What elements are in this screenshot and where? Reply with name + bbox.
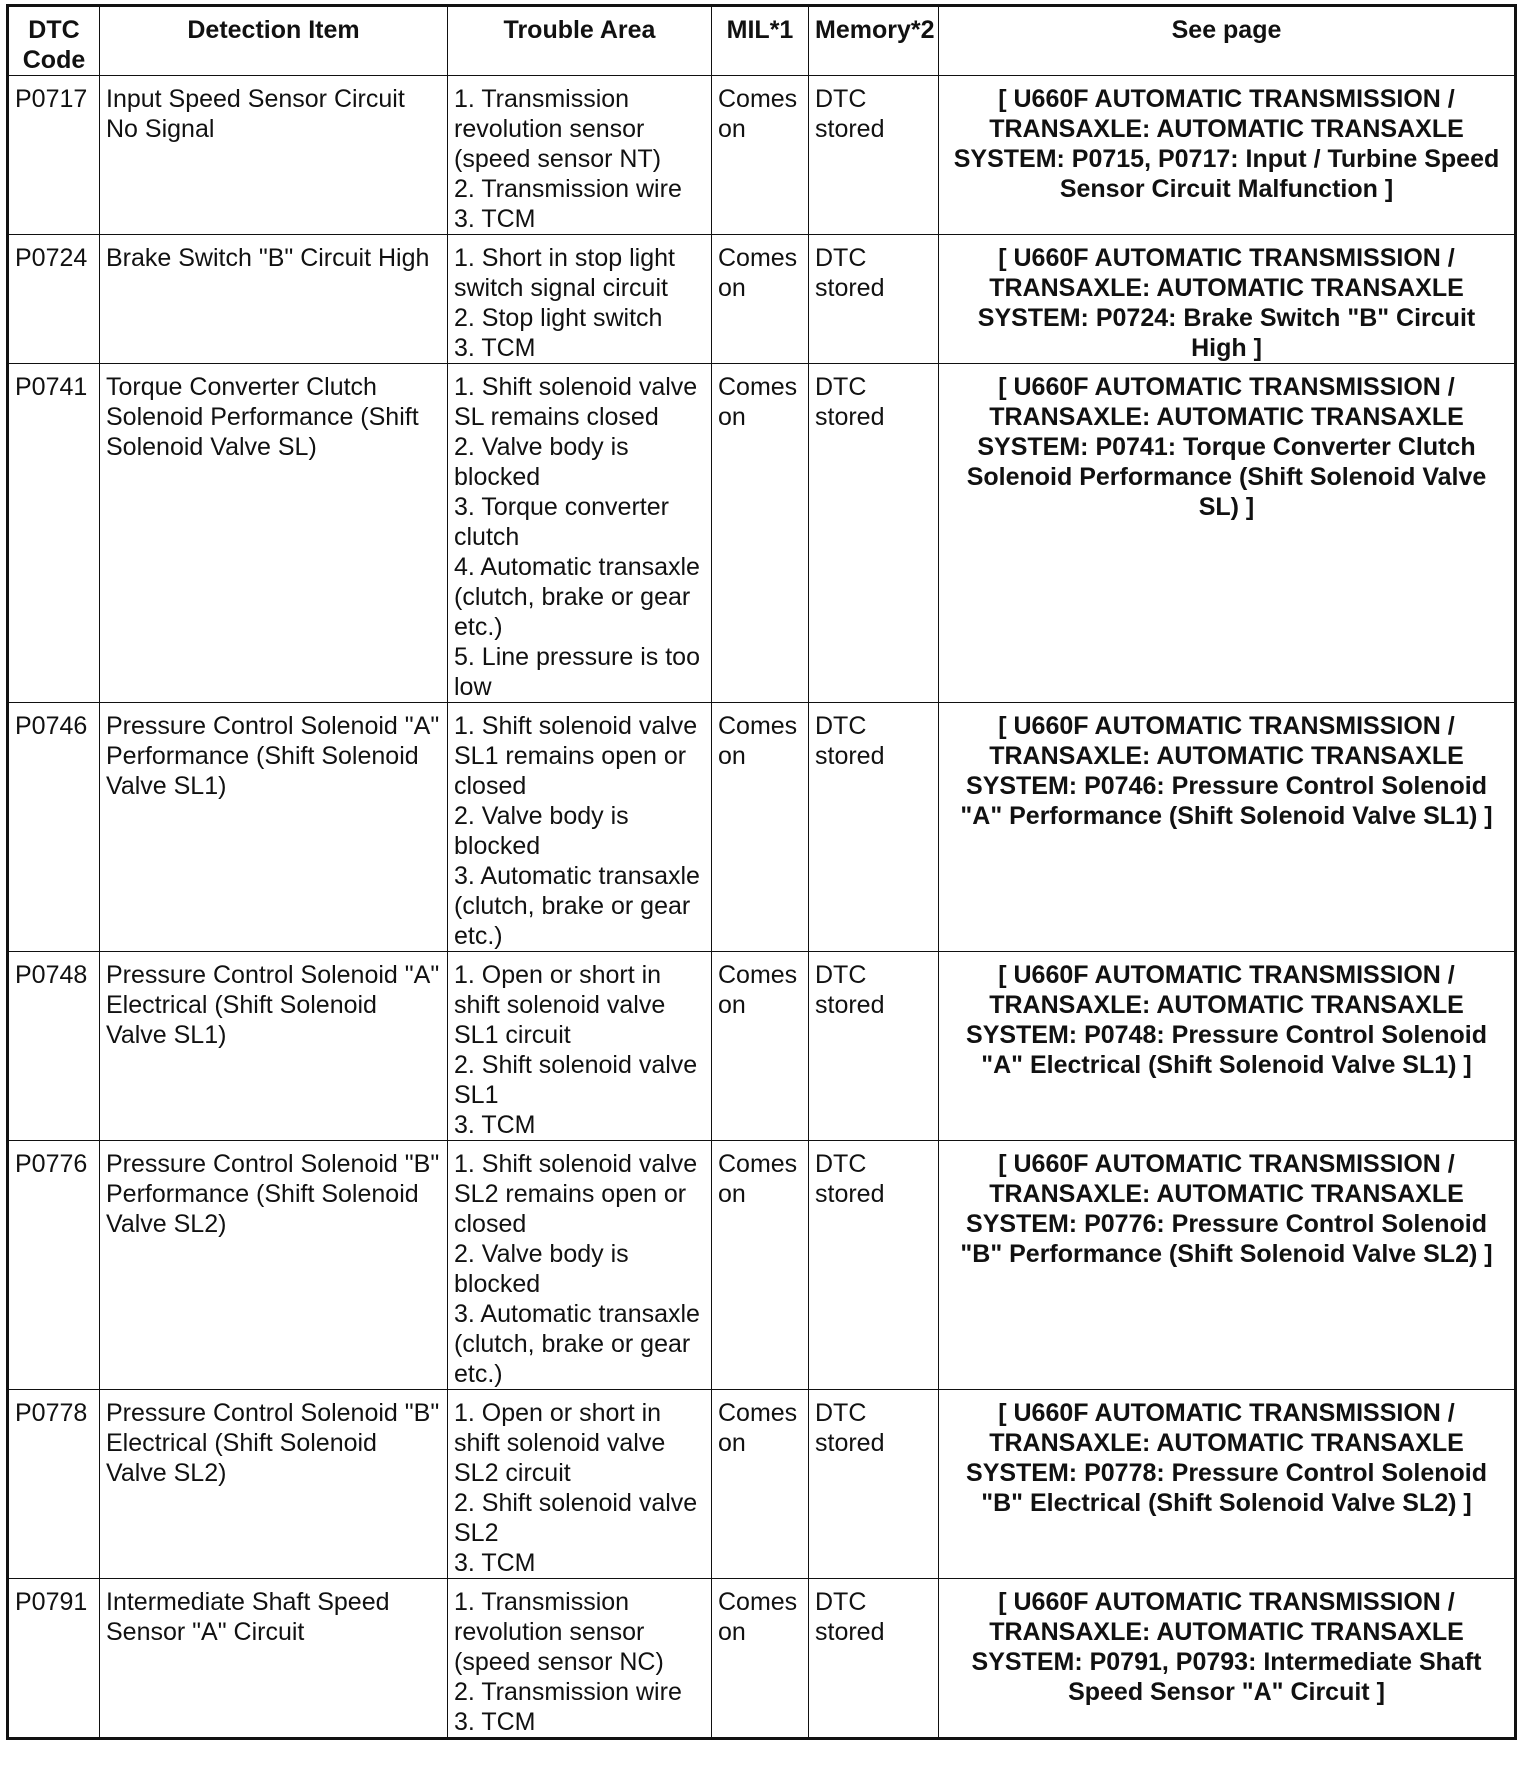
memory-cell: DTC stored (809, 364, 939, 703)
trouble-area-line: 2. Valve body is blocked (454, 802, 629, 860)
detection-item-cell: Pressure Control Solenoid "B" Electrical (Shift Solenoid Valve SL2) (100, 1390, 448, 1579)
trouble-area-line: 2. Stop light switch (454, 304, 663, 332)
trouble-area-line: 2. Shift solenoid valve SL1 (454, 1051, 698, 1109)
trouble-area-line: 2. Shift solenoid valve SL2 (454, 1489, 698, 1547)
trouble-area-cell (448, 1141, 712, 1390)
trouble-area-line: 3. Automatic transaxle (clutch, brake or gear etc.) (454, 862, 700, 950)
see-page-link: [ U660F AUTOMATIC TRANSMISSION / TRANSAXLE: AUTOMATIC TRANSAXLE SYSTEM: P0778: Pressure Control Solenoid "B" Electrical (Shift Solenoid Valve SL2) ] (939, 1390, 1516, 1579)
memory-cell: DTC stored (809, 76, 939, 235)
mil-cell: Comes on (712, 703, 809, 952)
trouble-area-cell (448, 76, 712, 235)
see-page-link: [ U660F AUTOMATIC TRANSMISSION / TRANSAXLE: AUTOMATIC TRANSAXLE SYSTEM: P0741: Torque Converter Clutch Solenoid Performance (Shift Solenoid Valve SL) ] (939, 364, 1516, 703)
see-page-link: [ U660F AUTOMATIC TRANSMISSION / TRANSAXLE: AUTOMATIC TRANSAXLE SYSTEM: P0746: Pressure Control Solenoid "A" Performance (Shift Solenoid Valve SL1) ] (939, 703, 1516, 952)
mil-cell: Comes on (712, 76, 809, 235)
dtc-code-cell: P0717 (8, 76, 100, 235)
trouble-area-line: 3. TCM (454, 334, 536, 362)
trouble-area-line: 1. Transmission revolution sensor (speed sensor NC) (454, 1588, 664, 1676)
dtc-code-cell: P0741 (8, 364, 100, 703)
dtc-table (6, 4, 1517, 1740)
table-row (8, 364, 1516, 703)
trouble-area-cell (448, 1579, 712, 1739)
mil-cell: Comes on (712, 952, 809, 1141)
memory-cell: DTC stored (809, 703, 939, 952)
header-see-page: See page (939, 6, 1516, 76)
detection-item-cell: Input Speed Sensor Circuit No Signal (100, 76, 448, 235)
detection-item-cell: Pressure Control Solenoid "A" Performance (Shift Solenoid Valve SL1) (100, 703, 448, 952)
trouble-area-cell (448, 235, 712, 364)
detection-item-cell: Pressure Control Solenoid "B" Performance (Shift Solenoid Valve SL2) (100, 1141, 448, 1390)
trouble-area-line: 2. Valve body is blocked (454, 1240, 629, 1298)
trouble-area-line: 1. Transmission revolution sensor (speed sensor NT) (454, 85, 662, 173)
table-body (8, 76, 1516, 1739)
see-page-link: [ U660F AUTOMATIC TRANSMISSION / TRANSAXLE: AUTOMATIC TRANSAXLE SYSTEM: P0715, P0717: Input / Turbine Speed Sensor Circuit Malfunction ] (939, 76, 1516, 235)
trouble-area-cell (448, 952, 712, 1141)
trouble-area-line: 5. Line pressure is too low (454, 643, 700, 701)
detection-item-cell: Torque Converter Clutch Solenoid Performance (Shift Solenoid Valve SL) (100, 364, 448, 703)
see-page-link: [ U660F AUTOMATIC TRANSMISSION / TRANSAXLE: AUTOMATIC TRANSAXLE SYSTEM: P0791, P0793: Intermediate Shaft Speed Sensor "A" Circuit ] (939, 1579, 1516, 1739)
dtc-code-cell: P0746 (8, 703, 100, 952)
trouble-area-line: 1. Short in stop light switch signal circuit (454, 244, 675, 302)
see-page-link: [ U660F AUTOMATIC TRANSMISSION / TRANSAXLE: AUTOMATIC TRANSAXLE SYSTEM: P0724: Brake Switch "B" Circuit High ] (939, 235, 1516, 364)
mil-cell: Comes on (712, 364, 809, 703)
detection-item-cell: Brake Switch "B" Circuit High (100, 235, 448, 364)
dtc-code-cell: P0791 (8, 1579, 100, 1739)
dtc-code-cell: P0776 (8, 1141, 100, 1390)
detection-item-cell: Intermediate Shaft Speed Sensor "A" Circuit (100, 1579, 448, 1739)
table-row (8, 1390, 1516, 1579)
see-page-link: [ U660F AUTOMATIC TRANSMISSION / TRANSAXLE: AUTOMATIC TRANSAXLE SYSTEM: P0776: Pressure Control Solenoid "B" Performance (Shift Solenoid Valve SL2) ] (939, 1141, 1516, 1390)
header-detection-item: Detection Item (100, 6, 448, 76)
header-row (8, 6, 1516, 76)
mil-cell: Comes on (712, 1579, 809, 1739)
trouble-area-line: 3. TCM (454, 1111, 536, 1139)
trouble-area-line: 3. TCM (454, 1708, 536, 1736)
mil-cell: Comes on (712, 1390, 809, 1579)
table-row (8, 1141, 1516, 1390)
header-memory: Memory*2 (809, 6, 939, 76)
header-trouble-area: Trouble Area (448, 6, 712, 76)
memory-cell: DTC stored (809, 1141, 939, 1390)
trouble-area-line: 1. Shift solenoid valve SL1 remains open or closed (454, 712, 698, 800)
trouble-area-line: 1. Open or short in shift solenoid valve SL2 circuit (454, 1399, 666, 1487)
memory-cell: DTC stored (809, 1579, 939, 1739)
trouble-area-line: 2. Transmission wire (454, 1678, 682, 1706)
trouble-area-line: 1. Open or short in shift solenoid valve SL1 circuit (454, 961, 666, 1049)
table-row (8, 1579, 1516, 1739)
detection-item-cell: Pressure Control Solenoid "A" Electrical (Shift Solenoid Valve SL1) (100, 952, 448, 1141)
trouble-area-line: 1. Shift solenoid valve SL remains closed (454, 373, 698, 431)
table-row (8, 76, 1516, 235)
dtc-code-cell: P0748 (8, 952, 100, 1141)
table-row (8, 235, 1516, 364)
mil-cell: Comes on (712, 1141, 809, 1390)
table-row (8, 703, 1516, 952)
see-page-link: [ U660F AUTOMATIC TRANSMISSION / TRANSAXLE: AUTOMATIC TRANSAXLE SYSTEM: P0748: Pressure Control Solenoid "A" Electrical (Shift Solenoid Valve SL1) ] (939, 952, 1516, 1141)
trouble-area-cell (448, 1390, 712, 1579)
memory-cell: DTC stored (809, 1390, 939, 1579)
memory-cell: DTC stored (809, 235, 939, 364)
trouble-area-line: 2. Transmission wire (454, 175, 682, 203)
header-mil: MIL*1 (712, 6, 809, 76)
table-row (8, 952, 1516, 1141)
trouble-area-line: 3. TCM (454, 205, 536, 233)
trouble-area-cell (448, 703, 712, 952)
memory-cell: DTC stored (809, 952, 939, 1141)
dtc-code-cell: P0778 (8, 1390, 100, 1579)
trouble-area-line: 3. Torque converter clutch (454, 493, 669, 551)
mil-cell: Comes on (712, 235, 809, 364)
trouble-area-cell (448, 364, 712, 703)
trouble-area-line: 2. Valve body is blocked (454, 433, 629, 491)
header-dtc-code: DTC Code (8, 6, 100, 76)
trouble-area-line: 3. TCM (454, 1549, 536, 1577)
trouble-area-line: 3. Automatic transaxle (clutch, brake or gear etc.) (454, 1300, 700, 1388)
trouble-area-line: 4. Automatic transaxle (clutch, brake or gear etc.) (454, 553, 700, 641)
dtc-code-cell: P0724 (8, 235, 100, 364)
trouble-area-line: 1. Shift solenoid valve SL2 remains open or closed (454, 1150, 698, 1238)
